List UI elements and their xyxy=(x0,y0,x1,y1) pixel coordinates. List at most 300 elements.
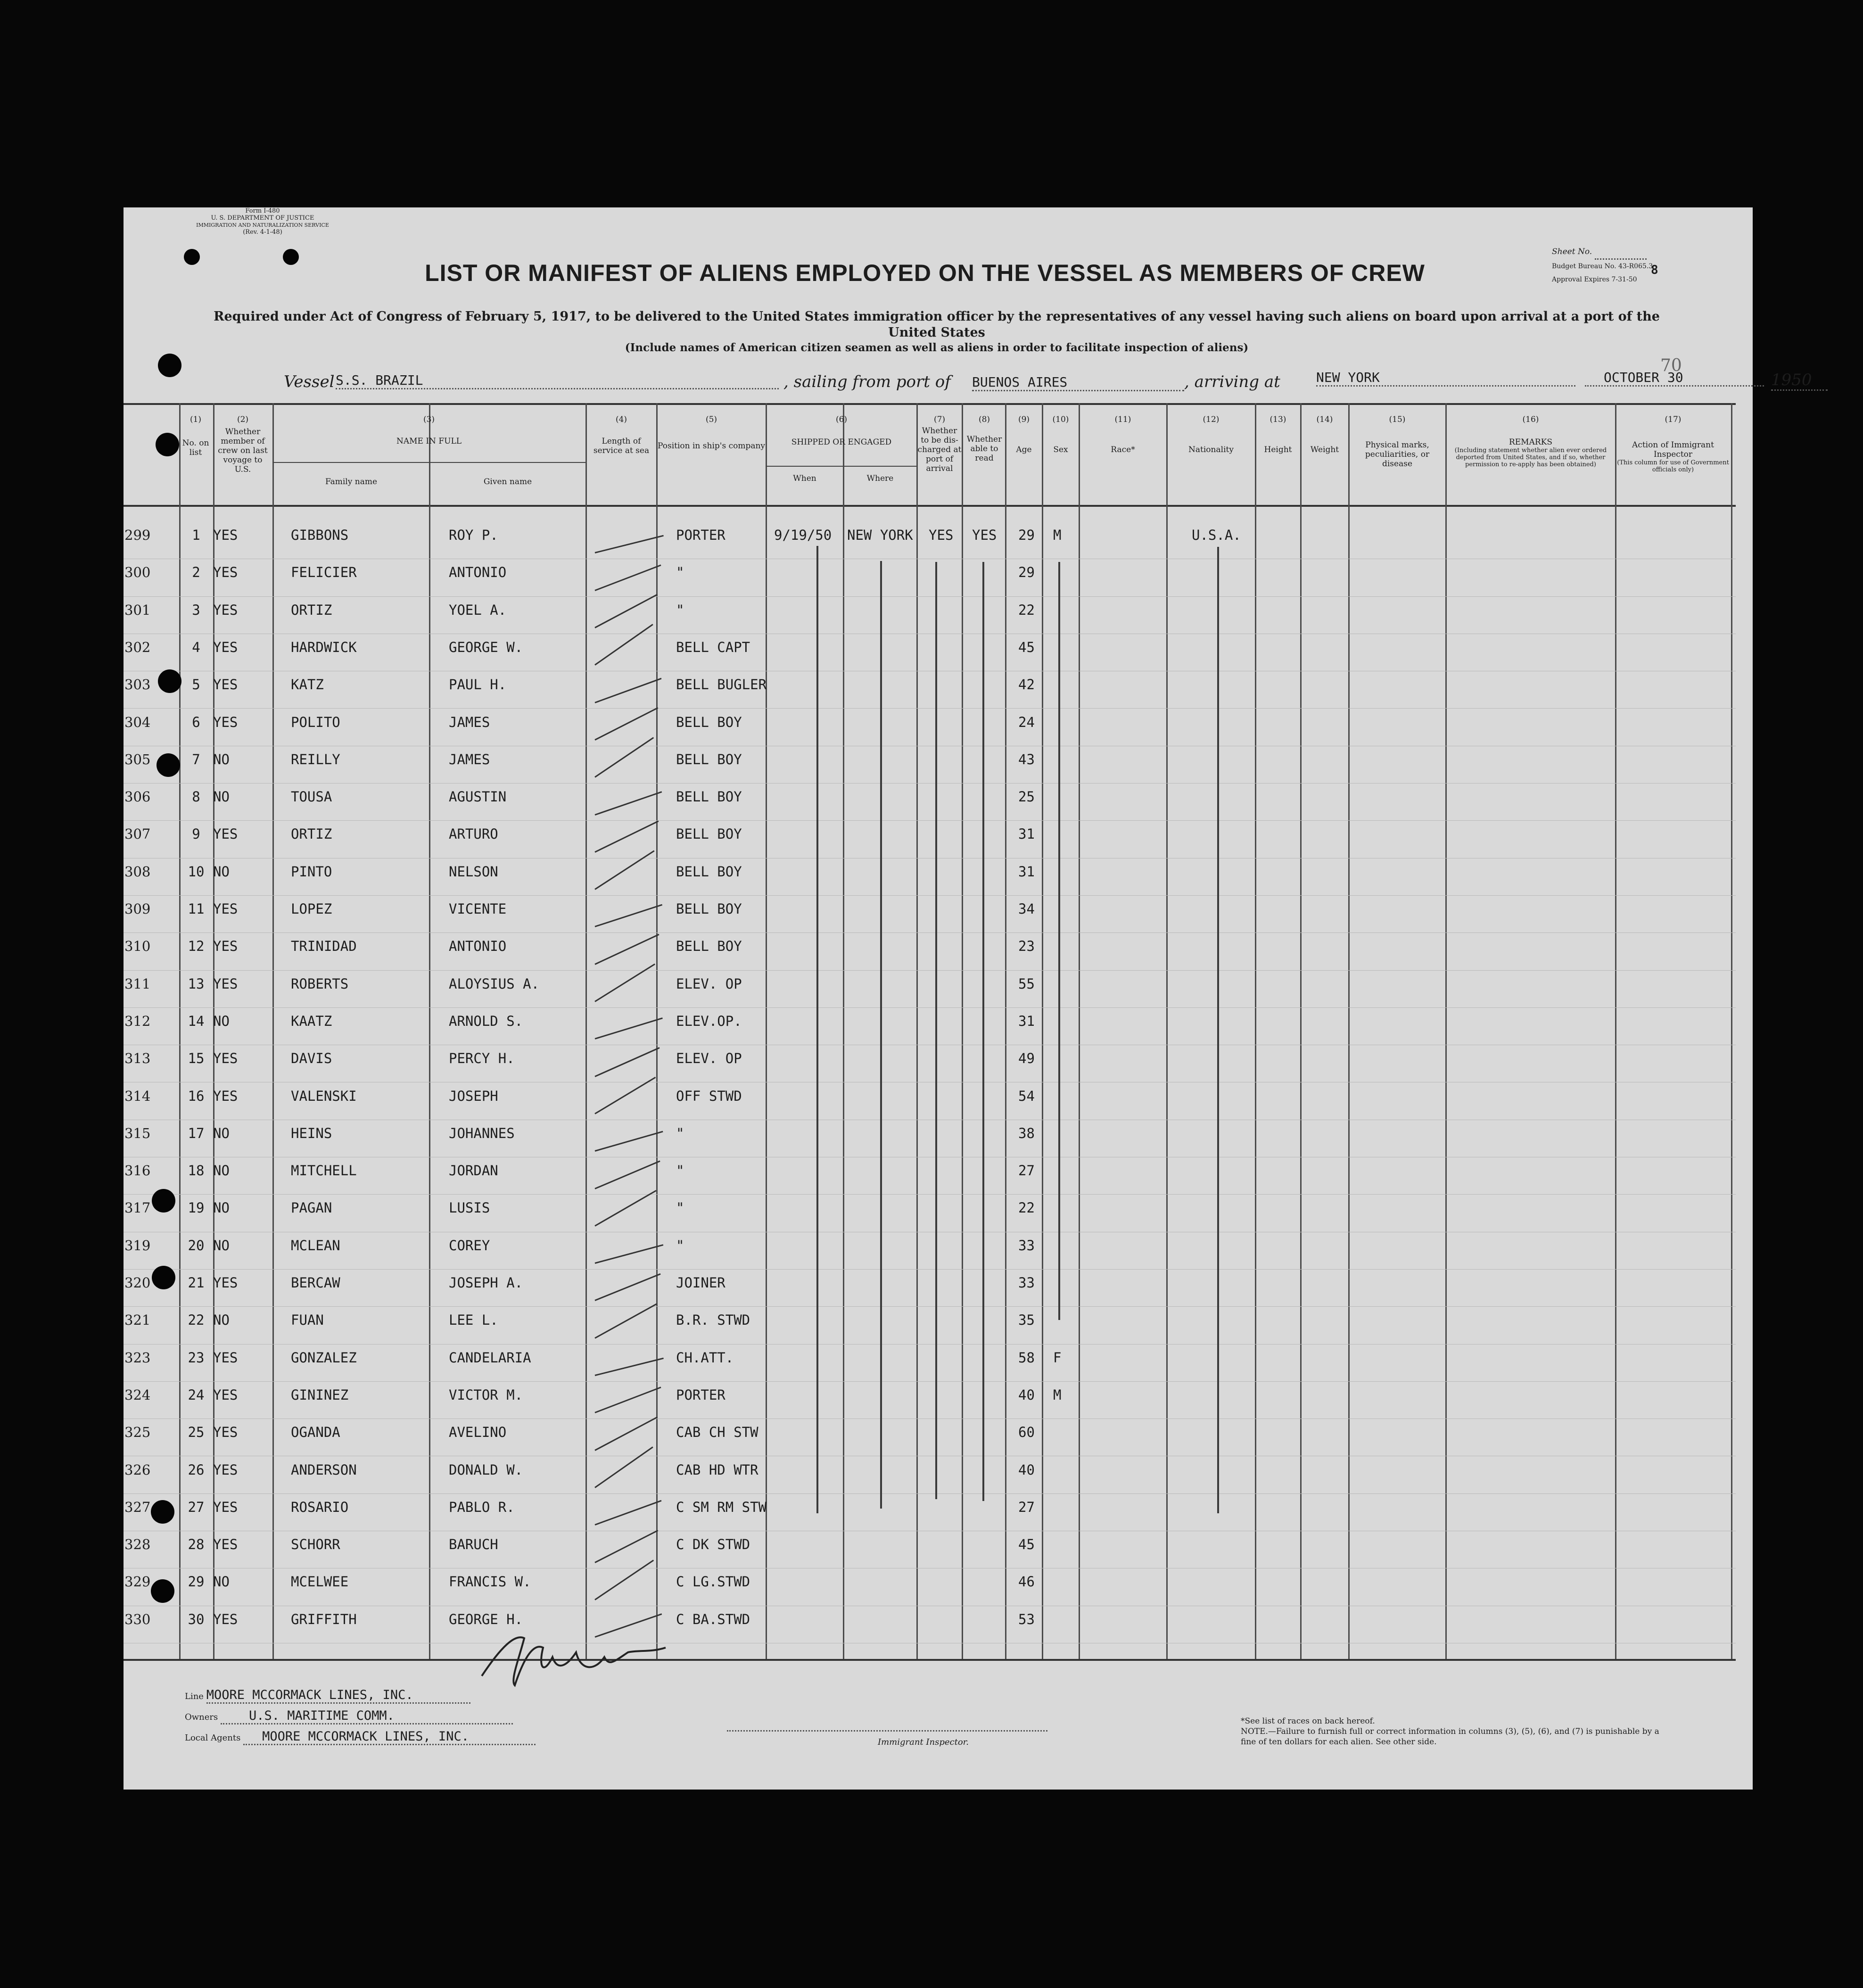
form-service: IMMIGRATION AND NATURALIZATION SERVICE xyxy=(196,222,329,228)
row-given-name: AVELINO xyxy=(449,1424,507,1441)
row-previous-voyage: NO xyxy=(213,1312,230,1328)
row-given-name: VICTOR M. xyxy=(449,1386,523,1403)
row-rule xyxy=(124,820,1736,821)
row-list-number: 6 xyxy=(192,714,200,730)
col-10-number: (10) xyxy=(1052,415,1069,424)
table-row xyxy=(124,1534,1736,1571)
row-given-name: JORDAN xyxy=(449,1163,498,1179)
row-list-number: 26 xyxy=(188,1461,205,1478)
row-age: 31 xyxy=(1018,863,1035,880)
row-family-name: REILLY xyxy=(291,751,340,767)
row-age: 53 xyxy=(1018,1611,1035,1627)
row-position: BELL BOY xyxy=(676,751,742,767)
row-position: OFF STWD xyxy=(676,1088,742,1104)
col-16-header: REMARKS xyxy=(1509,437,1553,447)
table-row xyxy=(124,1384,1736,1421)
row-family-name: ROBERTS xyxy=(291,975,349,992)
arrival-date: OCTOBER 30 xyxy=(1585,370,1764,387)
row-rule xyxy=(124,1007,1736,1008)
row-family-name: MITCHELL xyxy=(291,1163,357,1179)
row-given-name: ANTONIO xyxy=(449,938,507,955)
row-family-name: GONZALEZ xyxy=(291,1349,357,1366)
service-check-mark xyxy=(594,677,661,703)
row-stamp-number: 330 xyxy=(124,1611,151,1627)
line-label: Line xyxy=(185,1691,204,1701)
row-previous-voyage: NO xyxy=(213,1237,230,1254)
vessel-name: S.S. BRAZIL xyxy=(336,372,779,389)
row-previous-voyage: YES xyxy=(213,1386,238,1403)
table-row xyxy=(124,935,1736,973)
table-row xyxy=(124,1085,1736,1122)
row-position: BELL BOY xyxy=(676,938,742,955)
row-given-name: ARNOLD S. xyxy=(449,1013,523,1029)
row-family-name: FELICIER xyxy=(291,564,357,581)
row-rule xyxy=(124,1269,1736,1270)
col-7-header: Whether to be dis-charged at port of arrival xyxy=(917,426,962,473)
col-17-note: (This column for use of Government officials only) xyxy=(1617,459,1729,473)
table-row xyxy=(124,599,1736,636)
row-given-name: PAUL H. xyxy=(449,676,507,693)
row-family-name: POLITO xyxy=(291,714,340,730)
row-previous-voyage: YES xyxy=(213,1050,238,1067)
row-stamp-number: 301 xyxy=(124,602,151,618)
row-given-name: LUSIS xyxy=(449,1200,490,1216)
row-age: 33 xyxy=(1018,1237,1035,1254)
form-rev: (Rev. 4-1-48) xyxy=(243,229,282,236)
col-3b-header: Given name xyxy=(483,477,532,487)
arrival-port: NEW YORK xyxy=(1316,370,1575,387)
col-15-number: (15) xyxy=(1389,415,1406,424)
row-given-name: JAMES xyxy=(449,714,490,730)
punch-hole xyxy=(152,1189,175,1213)
race-note: *See list of races on back hereof. xyxy=(1241,1716,1375,1726)
service-check-mark xyxy=(594,1160,660,1189)
col-11-header: Race* xyxy=(1111,445,1135,454)
row-list-number: 25 xyxy=(188,1424,205,1441)
col-7-number: (7) xyxy=(933,415,946,424)
row-stamp-number: 325 xyxy=(124,1424,151,1441)
row-stamp-number: 305 xyxy=(124,751,151,767)
row-given-name: JOSEPH xyxy=(449,1088,498,1104)
row-sex: M xyxy=(1053,1386,1062,1403)
row-family-name: ROSARIO xyxy=(291,1499,349,1515)
sailing-label: , sailing from port of xyxy=(783,372,951,391)
manifest-page xyxy=(124,207,1812,1790)
row-given-name: ALOYSIUS A. xyxy=(449,975,540,992)
service-check-mark xyxy=(595,1018,663,1040)
row-age: 27 xyxy=(1018,1163,1035,1179)
col-1-header: No. on list xyxy=(182,438,209,457)
service-check-mark xyxy=(595,791,662,816)
row-stamp-number: 302 xyxy=(124,639,151,655)
service-check-mark xyxy=(594,820,659,852)
row-stamp-number: 307 xyxy=(124,826,151,842)
row-shipped-when: 9/19/50 xyxy=(774,527,832,543)
col-9-number: (9) xyxy=(1018,415,1030,424)
row-given-name: NELSON xyxy=(449,863,498,880)
col-6b-header: Where xyxy=(866,474,894,483)
col-14-number: (14) xyxy=(1316,415,1333,424)
col-15-header: Physical marks, peculiarities, or disease xyxy=(1365,440,1430,469)
row-rule xyxy=(124,783,1736,784)
row-list-number: 11 xyxy=(188,901,205,917)
row-previous-voyage: NO xyxy=(213,1013,230,1029)
row-rule xyxy=(124,932,1736,933)
row-age: 22 xyxy=(1018,602,1035,618)
row-position: BELL BOY xyxy=(676,901,742,917)
table-row xyxy=(124,1160,1736,1197)
inspector-label: Immigrant Inspector. xyxy=(878,1737,969,1747)
row-given-name: DONALD W. xyxy=(449,1461,523,1478)
row-previous-voyage: NO xyxy=(213,789,230,805)
row-list-number: 15 xyxy=(188,1050,205,1067)
row-list-number: 19 xyxy=(188,1200,205,1216)
table-row xyxy=(124,786,1736,823)
row-age: 46 xyxy=(1018,1574,1035,1590)
row-previous-voyage: YES xyxy=(213,938,238,955)
punch-hole xyxy=(152,1266,175,1289)
col-10-header: Sex xyxy=(1053,445,1068,454)
col-16-note: (Including statement whether alien ever ordered deported from United States, and if so, whether permission to re-apply has been obtained) xyxy=(1454,447,1607,468)
row-previous-voyage: NO xyxy=(213,751,230,767)
table-row xyxy=(124,898,1736,935)
row-discharged: YES xyxy=(929,527,954,543)
row-family-name: KAATZ xyxy=(291,1013,332,1029)
row-stamp-number: 326 xyxy=(124,1461,151,1478)
row-position: " xyxy=(676,564,684,581)
footnotes xyxy=(1241,1716,1665,1747)
row-rule xyxy=(124,596,1736,597)
row-given-name: JOSEPH A. xyxy=(449,1275,523,1291)
table-row xyxy=(124,1197,1736,1234)
service-check-mark xyxy=(594,564,661,591)
row-previous-voyage: NO xyxy=(213,1200,230,1216)
table-row xyxy=(124,1496,1736,1534)
row-position: JOINER xyxy=(676,1275,725,1291)
service-check-mark xyxy=(594,707,658,741)
row-stamp-number: 304 xyxy=(124,714,151,730)
table-row xyxy=(124,561,1736,599)
subheader-rule xyxy=(272,462,585,463)
ditto-stroke xyxy=(816,546,818,1513)
agents-label: Local Agents xyxy=(185,1733,241,1743)
sheet-label: Sheet No. xyxy=(1552,247,1592,256)
row-stamp-number: 300 xyxy=(124,564,151,581)
row-previous-voyage: NO xyxy=(213,863,230,880)
col-14-header: Weight xyxy=(1310,445,1339,454)
inspector-signature xyxy=(472,1629,670,1690)
col-17-number: (17) xyxy=(1665,415,1682,424)
table-row xyxy=(124,973,1736,1010)
budget-bureau: Budget Bureau No. 43-R065.3 xyxy=(1552,263,1653,270)
row-position: CAB CH STW xyxy=(676,1424,758,1441)
row-sex: F xyxy=(1053,1349,1062,1366)
row-family-name: VALENSKI xyxy=(291,1088,357,1104)
owners-name: U.S. MARITIME COMM. xyxy=(221,1708,513,1724)
row-given-name: YOEL A. xyxy=(449,602,507,618)
row-given-name: GEORGE H. xyxy=(449,1611,523,1627)
row-previous-voyage: YES xyxy=(213,1349,238,1366)
row-position: CH.ATT. xyxy=(676,1349,734,1366)
row-stamp-number: 309 xyxy=(124,901,151,917)
row-previous-voyage: YES xyxy=(213,639,238,655)
row-given-name: FRANCIS W. xyxy=(449,1574,531,1590)
row-stamp-number: 321 xyxy=(124,1312,151,1328)
row-age: 22 xyxy=(1018,1200,1035,1216)
ditto-stroke xyxy=(935,562,937,1499)
row-list-number: 3 xyxy=(192,602,200,618)
row-list-number: 21 xyxy=(188,1275,205,1291)
row-age: 29 xyxy=(1018,564,1035,581)
row-family-name: LOPEZ xyxy=(291,901,332,917)
agents-name: MOORE MCCORMACK LINES, INC. xyxy=(243,1729,536,1745)
row-shipped-where: NEW YORK xyxy=(847,527,913,543)
row-age: 23 xyxy=(1018,938,1035,955)
row-position: C BA.STWD xyxy=(676,1611,750,1627)
service-check-mark xyxy=(595,904,663,927)
row-age: 49 xyxy=(1018,1050,1035,1067)
row-rule xyxy=(124,708,1736,709)
row-family-name: ANDERSON xyxy=(291,1461,357,1478)
service-check-mark xyxy=(594,1387,661,1414)
row-stamp-number: 328 xyxy=(124,1536,151,1553)
row-list-number: 16 xyxy=(188,1088,205,1104)
row-position: C SM RM STW xyxy=(676,1499,767,1515)
corner-number: 70 xyxy=(1660,356,1682,375)
form-header xyxy=(173,207,352,236)
service-check-mark xyxy=(595,1358,664,1376)
row-nationality: U.S.A. xyxy=(1192,527,1241,543)
row-position: BELL BUGLER xyxy=(676,676,767,693)
col-5-header: Position in ship's company xyxy=(657,441,766,451)
col-13-number: (13) xyxy=(1269,415,1286,424)
row-given-name: JOHANNES xyxy=(449,1125,515,1141)
row-given-name: VICENTE xyxy=(449,901,507,917)
row-previous-voyage: YES xyxy=(213,1461,238,1478)
document-subtitle: Required under Act of Congress of February 5, 1917, to be delivered to the United States immigration officer by the representatives of any vessel having such aliens on board upon arrival at a port of the United States xyxy=(214,309,1660,340)
row-list-number: 8 xyxy=(192,789,200,805)
row-previous-voyage: NO xyxy=(213,1574,230,1590)
row-age: 24 xyxy=(1018,714,1035,730)
col-6-header: SHIPPED OR ENGAGED xyxy=(791,437,892,447)
row-position: PORTER xyxy=(676,1386,725,1403)
row-age: 29 xyxy=(1018,527,1035,543)
inspector-signature-line xyxy=(727,1730,1047,1732)
voyage-line xyxy=(284,370,1812,393)
table-row xyxy=(124,674,1736,711)
row-family-name: DAVIS xyxy=(291,1050,332,1067)
col-4-header: Length of service at sea xyxy=(593,437,650,455)
col-6a-header: When xyxy=(793,474,816,483)
col-8-number: (8) xyxy=(978,415,990,424)
col-3-number: (3) xyxy=(423,415,435,424)
row-previous-voyage: YES xyxy=(213,975,238,992)
service-check-mark xyxy=(594,1047,659,1077)
table-row xyxy=(124,524,1736,561)
row-given-name: ARTURO xyxy=(449,826,498,842)
row-stamp-number: 306 xyxy=(124,789,151,805)
table-row xyxy=(124,1459,1736,1496)
row-stamp-number: 317 xyxy=(124,1200,151,1216)
sheet-info xyxy=(1552,245,1693,286)
row-position: " xyxy=(676,1163,684,1179)
row-rule xyxy=(124,1306,1736,1307)
table-row xyxy=(124,1122,1736,1160)
table-row xyxy=(124,636,1736,674)
row-list-number: 30 xyxy=(188,1611,205,1627)
row-stamp-number: 308 xyxy=(124,863,151,880)
owners-label: Owners xyxy=(185,1712,218,1722)
table-row xyxy=(124,823,1736,860)
row-position: ELEV. OP xyxy=(676,1050,742,1067)
row-position: ELEV.OP. xyxy=(676,1013,742,1029)
row-position: ELEV. OP xyxy=(676,975,742,992)
row-list-number: 12 xyxy=(188,938,205,955)
row-list-number: 20 xyxy=(188,1237,205,1254)
row-age: 33 xyxy=(1018,1275,1035,1291)
row-family-name: BERCAW xyxy=(291,1275,340,1291)
row-list-number: 7 xyxy=(192,751,200,767)
table-row xyxy=(124,861,1736,898)
arrival-year: 1950 xyxy=(1771,371,1828,391)
row-position: " xyxy=(676,1237,684,1254)
col-2-number: (2) xyxy=(237,415,249,424)
row-age: 45 xyxy=(1018,1536,1035,1553)
row-family-name: OGANDA xyxy=(291,1424,340,1441)
row-age: 25 xyxy=(1018,789,1035,805)
col-12-header: Nationality xyxy=(1188,445,1234,454)
table-row xyxy=(124,1347,1736,1384)
punch-hole xyxy=(283,249,299,265)
row-list-number: 24 xyxy=(188,1386,205,1403)
table-row xyxy=(124,1010,1736,1048)
row-previous-voyage: YES xyxy=(213,1611,238,1627)
row-list-number: 1 xyxy=(192,527,200,543)
punch-hole xyxy=(158,669,181,693)
document-title: LIST OR MANIFEST OF ALIENS EMPLOYED ON THE VESSEL AS MEMBERS OF CREW xyxy=(425,260,1425,286)
punch-hole xyxy=(156,433,179,456)
row-list-number: 22 xyxy=(188,1312,205,1328)
service-check-mark xyxy=(595,1131,663,1152)
row-position: BELL BOY xyxy=(676,714,742,730)
row-previous-voyage: YES xyxy=(213,602,238,618)
form-dept: U. S. DEPARTMENT OF JUSTICE xyxy=(211,214,314,222)
table-row xyxy=(124,1571,1736,1608)
row-age: 31 xyxy=(1018,1013,1035,1029)
document-subnote: (Include names of American citizen seamen as well as aliens in order to facilitate inspection of aliens) xyxy=(625,341,1249,354)
row-family-name: ORTIZ xyxy=(291,602,332,618)
ditto-stroke xyxy=(880,561,882,1509)
row-previous-voyage: YES xyxy=(213,901,238,917)
row-list-number: 9 xyxy=(192,826,200,842)
service-check-mark xyxy=(594,1530,658,1563)
row-age: 31 xyxy=(1018,826,1035,842)
punch-hole xyxy=(184,249,200,265)
arriving-label: , arriving at xyxy=(1184,372,1280,391)
row-stamp-number: 299 xyxy=(124,527,151,543)
col-3-header: NAME IN FULL xyxy=(396,437,462,446)
row-stamp-number: 316 xyxy=(124,1163,151,1179)
punch-hole xyxy=(157,753,180,777)
row-position: B.R. STWD xyxy=(676,1312,750,1328)
col-9-header: Age xyxy=(1016,445,1032,454)
fine-note: NOTE.—Failure to furnish full or correct information in columns (3), (5), (6), and (7) is punishable by a fine of ten dollars for each alien. See other side. xyxy=(1241,1727,1659,1747)
service-check-mark xyxy=(594,1273,660,1301)
row-rule xyxy=(124,1194,1736,1195)
row-rule xyxy=(124,895,1736,896)
table-row xyxy=(124,1609,1736,1646)
row-rule xyxy=(124,1381,1736,1382)
table-row xyxy=(124,749,1736,786)
row-sex: M xyxy=(1053,527,1062,543)
row-position: BELL BOY xyxy=(676,789,742,805)
row-position: " xyxy=(676,602,684,618)
row-family-name: TOUSA xyxy=(291,789,332,805)
col-1-number: (1) xyxy=(190,415,202,424)
row-given-name: AGUSTIN xyxy=(449,789,507,805)
col-3a-header: Family name xyxy=(325,477,378,487)
row-stamp-number: 323 xyxy=(124,1349,151,1366)
row-given-name: CANDELARIA xyxy=(449,1349,531,1366)
approval-expires: Approval Expires 7-31-50 xyxy=(1552,276,1637,283)
row-position: C DK STWD xyxy=(676,1536,750,1553)
service-check-mark xyxy=(594,594,658,628)
row-given-name: ROY P. xyxy=(449,527,498,543)
row-age: 58 xyxy=(1018,1349,1035,1366)
row-age: 27 xyxy=(1018,1499,1035,1515)
row-previous-voyage: YES xyxy=(213,676,238,693)
row-family-name: KATZ xyxy=(291,676,324,693)
row-list-number: 5 xyxy=(192,676,200,693)
row-family-name: HARDWICK xyxy=(291,639,357,655)
col-17-header: Action of Immigrant Inspector xyxy=(1632,440,1714,459)
row-stamp-number: 303 xyxy=(124,676,151,693)
row-position: BELL BOY xyxy=(676,863,742,880)
service-check-mark xyxy=(595,1244,664,1264)
row-family-name: ORTIZ xyxy=(291,826,332,842)
row-previous-voyage: YES xyxy=(213,1275,238,1291)
row-list-number: 4 xyxy=(192,639,200,655)
row-stamp-number: 327 xyxy=(124,1499,151,1515)
row-family-name: PAGAN xyxy=(291,1200,332,1216)
table-row xyxy=(124,1272,1736,1309)
row-given-name: PABLO R. xyxy=(449,1499,515,1515)
col-13-header: Height xyxy=(1264,445,1292,454)
row-list-number: 17 xyxy=(188,1125,205,1141)
row-age: 34 xyxy=(1018,901,1035,917)
row-rule xyxy=(124,1493,1736,1494)
row-stamp-number: 329 xyxy=(124,1574,151,1590)
col-5-number: (5) xyxy=(705,415,717,424)
row-age: 60 xyxy=(1018,1424,1035,1441)
row-family-name: HEINS xyxy=(291,1125,332,1141)
row-age: 42 xyxy=(1018,676,1035,693)
row-previous-voyage: YES xyxy=(213,1499,238,1515)
sheet-mark: 8 xyxy=(1651,263,1658,277)
row-able-to-read: YES xyxy=(972,527,997,543)
row-list-number: 27 xyxy=(188,1499,205,1515)
vessel-label: Vessel xyxy=(284,372,335,391)
punch-hole xyxy=(158,354,181,377)
row-stamp-number: 319 xyxy=(124,1237,151,1254)
service-check-mark xyxy=(594,934,659,965)
form-number: Form I-480 xyxy=(245,207,280,214)
row-previous-voyage: YES xyxy=(213,1536,238,1553)
col-6-number: (6) xyxy=(835,415,848,424)
footer-agents xyxy=(185,1688,656,1750)
row-age: 43 xyxy=(1018,751,1035,767)
row-previous-voyage: YES xyxy=(213,527,238,543)
